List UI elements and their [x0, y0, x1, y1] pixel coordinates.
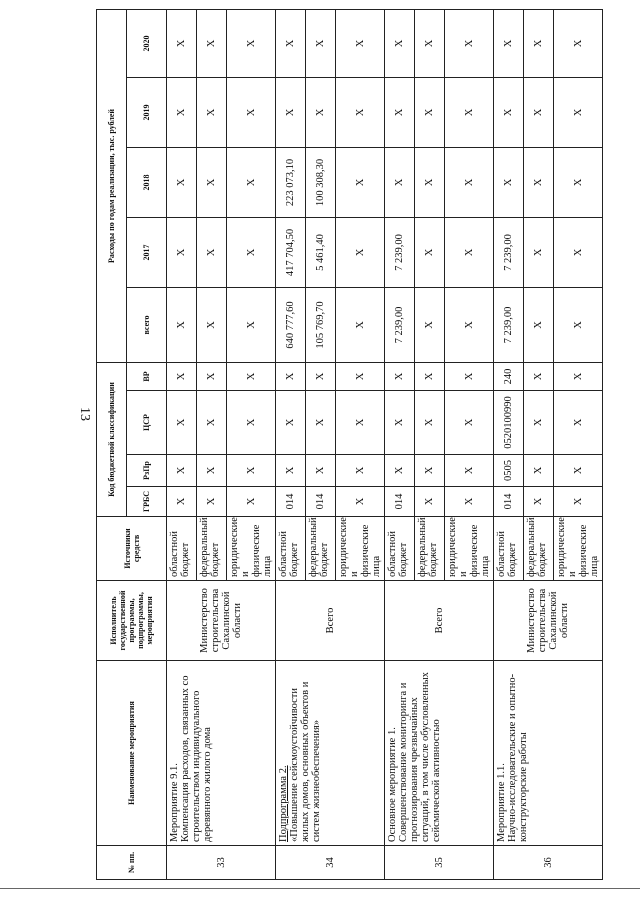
- row-name-text: «Повышение сейсмоустойчивости жилых домов, основных объектов и систем жизнеобеспечения»: [289, 681, 322, 842]
- y2017-cell: X: [415, 217, 445, 287]
- total-cell: X: [445, 287, 494, 362]
- header-2018: 2018: [127, 147, 167, 217]
- y2017-cell: 7 239,00: [385, 217, 415, 287]
- total-cell: 105 769,70: [306, 287, 336, 362]
- rzpr-cell: 0505: [494, 455, 524, 487]
- total-cell: 7 239,00: [385, 287, 415, 362]
- total-cell: 640 777,60: [276, 287, 306, 362]
- page-number: 13: [77, 407, 92, 421]
- budget-table: [96, 9, 603, 880]
- row-name-text: Основное мероприятие 1. Совершенствование мониторинга и прогнозирования чрезвычайных ситуаций, в том числе обусловленных сейсмической активностью: [387, 672, 442, 842]
- y2017-cell: 5 461,40: [306, 217, 336, 287]
- header-2020: 2020: [127, 9, 167, 77]
- row-name: [276, 661, 385, 846]
- row-number: 33: [167, 846, 276, 880]
- y2018-cell: 223 073,10: [276, 147, 306, 217]
- y2017-cell: X: [445, 217, 494, 287]
- vr-cell: X: [276, 362, 306, 390]
- grbs-cell: X: [415, 487, 445, 517]
- total-cell: X: [524, 287, 554, 362]
- vr-cell: X: [227, 362, 276, 390]
- vr-cell: X: [385, 362, 415, 390]
- y2019-cell: X: [445, 77, 494, 147]
- y2020-cell: X: [306, 9, 336, 77]
- row-name-head: Подпрограмма 2.: [278, 765, 289, 842]
- csr-cell: X: [227, 391, 276, 455]
- csr-cell: X: [415, 391, 445, 455]
- table-row: [494, 9, 524, 879]
- rzpr-cell: X: [524, 455, 554, 487]
- header-total: всего: [127, 287, 167, 362]
- total-cell: 7 239,00: [494, 287, 524, 362]
- y2018-cell: X: [336, 147, 385, 217]
- source-cell: областной бюджет: [167, 517, 197, 581]
- rzpr-cell: X: [385, 455, 415, 487]
- header-csr: ЦСР: [127, 391, 167, 455]
- header-executor: Исполнитель государственной программы, подпрограммы, мероприятия: [97, 581, 167, 661]
- y2018-cell: X: [554, 147, 603, 217]
- y2020-cell: X: [415, 9, 445, 77]
- row-executor: Министерство строительства Сахалинской области: [494, 581, 603, 661]
- csr-cell: X: [197, 391, 227, 455]
- table-row: [276, 9, 306, 879]
- header-2019: 2019: [127, 77, 167, 147]
- y2018-cell: X: [385, 147, 415, 217]
- header-2017: 2017: [127, 217, 167, 287]
- rzpr-cell: X: [445, 455, 494, 487]
- header-rzpr: РзПр: [127, 455, 167, 487]
- y2018-cell: X: [415, 147, 445, 217]
- source-cell: юридические и физические лица: [336, 517, 385, 581]
- vr-cell: X: [554, 362, 603, 390]
- y2017-cell: X: [524, 217, 554, 287]
- y2020-cell: X: [197, 9, 227, 77]
- source-cell: юридические и физические лица: [445, 517, 494, 581]
- y2019-cell: X: [276, 77, 306, 147]
- y2019-cell: X: [227, 77, 276, 147]
- rzpr-cell: X: [227, 455, 276, 487]
- vr-cell: X: [197, 362, 227, 390]
- rotated-table-container: [96, 10, 600, 880]
- rzpr-cell: X: [554, 455, 603, 487]
- grbs-cell: X: [197, 487, 227, 517]
- header-source: Источники средств: [97, 517, 167, 581]
- csr-cell: X: [524, 391, 554, 455]
- y2017-cell: X: [336, 217, 385, 287]
- y2020-cell: X: [276, 9, 306, 77]
- row-executor: Всего: [385, 581, 494, 661]
- row-name: [494, 661, 603, 846]
- table-row: [385, 9, 415, 879]
- rzpr-cell: X: [336, 455, 385, 487]
- source-cell: федеральный бюджет: [524, 517, 554, 581]
- y2018-cell: X: [524, 147, 554, 217]
- total-cell: X: [554, 287, 603, 362]
- vr-cell: X: [524, 362, 554, 390]
- y2018-cell: X: [227, 147, 276, 217]
- grbs-cell: X: [227, 487, 276, 517]
- table-row: [167, 9, 197, 879]
- source-cell: федеральный бюджет: [415, 517, 445, 581]
- source-cell: юридические и физические лица: [554, 517, 603, 581]
- rzpr-cell: X: [167, 455, 197, 487]
- vr-cell: X: [445, 362, 494, 390]
- csr-cell: 0520100990: [494, 391, 524, 455]
- y2018-cell: X: [445, 147, 494, 217]
- y2019-cell: X: [415, 77, 445, 147]
- vr-cell: X: [167, 362, 197, 390]
- row-number: 34: [276, 846, 385, 880]
- y2020-cell: X: [336, 9, 385, 77]
- header-name: Наименование мероприятия: [97, 661, 167, 846]
- grbs-cell: X: [336, 487, 385, 517]
- row-executor: Всего: [276, 581, 385, 661]
- y2017-cell: X: [197, 217, 227, 287]
- row-name-text: Научно-исследовательские и опытно-конструкторские работы: [507, 673, 529, 842]
- y2017-cell: 7 239,00: [494, 217, 524, 287]
- csr-cell: X: [336, 391, 385, 455]
- y2019-cell: X: [385, 77, 415, 147]
- header-expenses: Расходы по годам реализации, тыс. рублей: [97, 9, 127, 362]
- grbs-cell: 014: [306, 487, 336, 517]
- y2018-cell: 100 308,30: [306, 147, 336, 217]
- y2017-cell: 417 704,50: [276, 217, 306, 287]
- y2020-cell: X: [554, 9, 603, 77]
- y2019-cell: X: [306, 77, 336, 147]
- table-body: [167, 9, 603, 879]
- total-cell: X: [167, 287, 197, 362]
- row-name-text: Компенсация расходов, связанных со строительством индивидуального деревянного жилого дома: [180, 675, 213, 842]
- grbs-cell: X: [554, 487, 603, 517]
- header-num: № пп.: [97, 846, 167, 880]
- header-grbs: ГРБС: [127, 487, 167, 517]
- y2019-cell: X: [336, 77, 385, 147]
- grbs-cell: X: [167, 487, 197, 517]
- rzpr-cell: X: [276, 455, 306, 487]
- total-cell: X: [227, 287, 276, 362]
- row-name: [167, 661, 276, 846]
- row-name: [385, 661, 494, 846]
- y2018-cell: X: [167, 147, 197, 217]
- header-budget-code: Код бюджетной классификации: [97, 362, 127, 516]
- y2020-cell: X: [494, 9, 524, 77]
- y2017-cell: X: [554, 217, 603, 287]
- source-cell: областной бюджет: [276, 517, 306, 581]
- y2020-cell: X: [445, 9, 494, 77]
- grbs-cell: 014: [494, 487, 524, 517]
- total-cell: X: [197, 287, 227, 362]
- row-executor: Министерство строительства Сахалинской области: [167, 581, 276, 661]
- grbs-cell: X: [524, 487, 554, 517]
- row-name-head: Мероприятие 9.1.: [169, 763, 180, 842]
- vr-cell: X: [306, 362, 336, 390]
- y2019-cell: X: [554, 77, 603, 147]
- csr-cell: X: [276, 391, 306, 455]
- source-cell: федеральный бюджет: [306, 517, 336, 581]
- row-name-head: Мероприятие 1.1.: [496, 763, 507, 842]
- source-cell: областной бюджет: [385, 517, 415, 581]
- rzpr-cell: X: [415, 455, 445, 487]
- y2019-cell: X: [197, 77, 227, 147]
- vr-cell: X: [415, 362, 445, 390]
- y2018-cell: X: [494, 147, 524, 217]
- y2017-cell: X: [227, 217, 276, 287]
- page-bottom-rule: [0, 888, 640, 889]
- y2020-cell: X: [167, 9, 197, 77]
- y2020-cell: X: [227, 9, 276, 77]
- source-cell: областной бюджет: [494, 517, 524, 581]
- y2020-cell: X: [524, 9, 554, 77]
- csr-cell: X: [167, 391, 197, 455]
- csr-cell: X: [445, 391, 494, 455]
- rzpr-cell: X: [197, 455, 227, 487]
- vr-cell: 240: [494, 362, 524, 390]
- csr-cell: X: [385, 391, 415, 455]
- row-number: 36: [494, 846, 603, 880]
- vr-cell: X: [336, 362, 385, 390]
- y2020-cell: X: [385, 9, 415, 77]
- source-cell: юридические и физические лица: [227, 517, 276, 581]
- total-cell: X: [415, 287, 445, 362]
- total-cell: X: [336, 287, 385, 362]
- rzpr-cell: X: [306, 455, 336, 487]
- y2019-cell: X: [167, 77, 197, 147]
- source-cell: федеральный бюджет: [197, 517, 227, 581]
- grbs-cell: 014: [385, 487, 415, 517]
- y2017-cell: X: [167, 217, 197, 287]
- grbs-cell: 014: [276, 487, 306, 517]
- grbs-cell: X: [445, 487, 494, 517]
- csr-cell: X: [554, 391, 603, 455]
- y2018-cell: X: [197, 147, 227, 217]
- y2019-cell: X: [524, 77, 554, 147]
- y2019-cell: X: [494, 77, 524, 147]
- header-vr: ВР: [127, 362, 167, 390]
- csr-cell: X: [306, 391, 336, 455]
- row-number: 35: [385, 846, 494, 880]
